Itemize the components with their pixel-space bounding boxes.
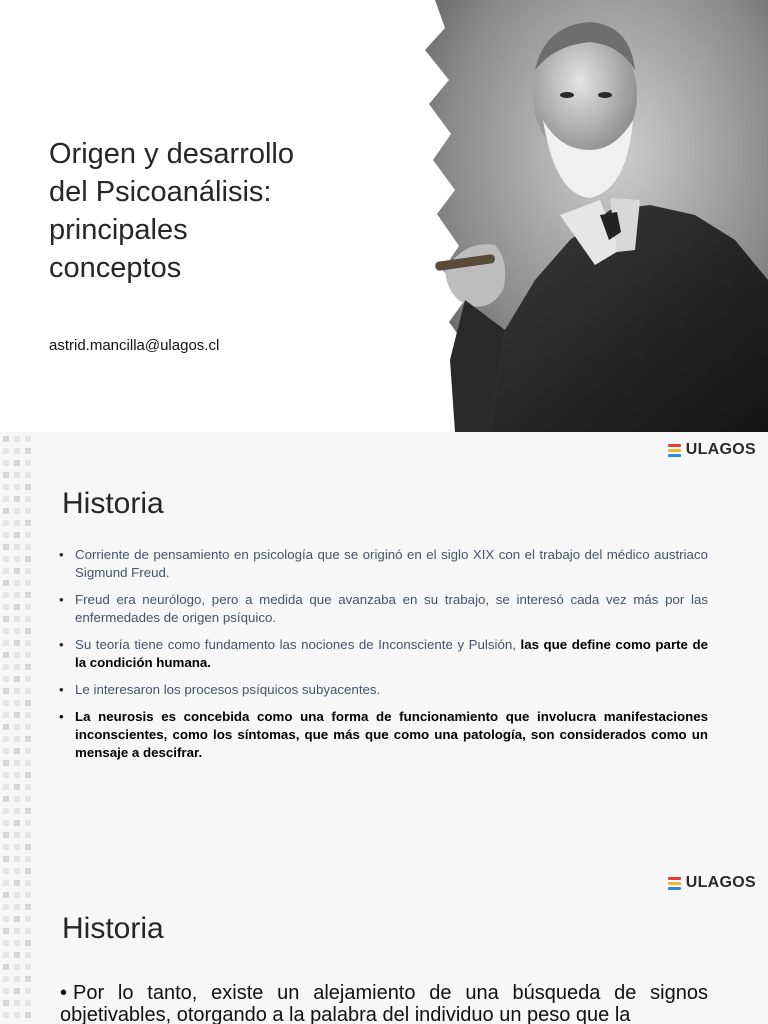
dot-square [3,436,9,442]
dot-square [25,700,31,706]
dot-square [25,928,31,934]
dot-square [14,820,20,826]
dot-square [25,808,31,814]
dot-square [3,484,9,490]
dot-square [25,568,31,574]
dot-square [3,832,9,838]
dot-square [25,772,31,778]
dot-square [3,976,9,982]
dot-square [3,664,9,670]
dot-square [14,688,20,694]
dot-square [14,664,20,670]
dot-square [25,880,31,886]
dot-square [25,904,31,910]
dot-square [3,556,9,562]
dot-square [14,940,20,946]
dot-square [14,772,20,778]
dot-square [14,640,20,646]
dot-square [3,940,9,946]
dot-square [25,448,31,454]
dot-square [25,748,31,754]
portrait-photo [395,0,768,432]
dot-square [3,604,9,610]
bullet-icon: • [59,547,64,562]
dot-square [25,820,31,826]
dot-square [25,844,31,850]
dot-square [3,592,9,598]
dot-square [14,448,20,454]
dot-square [25,496,31,502]
bullet-icon: • [59,709,64,724]
dot-square [25,628,31,634]
dot-square [3,688,9,694]
dot-square [3,808,9,814]
list-item [58,708,708,762]
dot-square [14,796,20,802]
dot-square [14,976,20,982]
bullet-paragraph [60,982,708,1024]
historia-slide-1 [0,432,768,852]
dot-square [3,472,9,478]
dot-square [25,1012,31,1018]
dot-square [3,1012,9,1018]
bullet-text: Su teoría tiene como fundamento las nociones de Inconsciente y Pulsión, [75,637,521,652]
dot-square [14,484,20,490]
dot-square [3,652,9,658]
dot-square [25,916,31,922]
dot-square [3,928,9,934]
dot-square [3,772,9,778]
dot-square [3,544,9,550]
dot-square [25,508,31,514]
dot-square [25,580,31,586]
dot-square [25,652,31,658]
dot-square [14,832,20,838]
dot-square [14,952,20,958]
slide-heading: Historia [62,487,164,520]
bullet-text: La neurosis es concebida como una forma de funcionamiento que involucra manifestaciones inconscientes, como los síntomas, que más que como una patología, son considerados como un mensaje a descifrar. [75,709,708,760]
dot-square [25,1000,31,1006]
dot-square [3,568,9,574]
dot-square [3,868,9,874]
list-item [58,681,708,699]
dot-square [14,604,20,610]
dot-square [14,700,20,706]
dot-square [14,916,20,922]
dot-pattern-decoration [0,852,40,1024]
ulagos-logo [668,874,756,892]
dot-square [3,628,9,634]
dot-square [14,856,20,862]
logo-text: ULAGOS [685,874,756,891]
dot-square [3,616,9,622]
dot-square [3,748,9,754]
dot-square [3,952,9,958]
dot-square [25,964,31,970]
dot-square [3,904,9,910]
dot-square [3,784,9,790]
dot-square [25,892,31,898]
dot-square [3,880,9,886]
bullet-icon: • [60,982,68,1004]
bullet-text-bold: las que define como parte de la condición humana. [75,637,709,670]
dot-square [14,760,20,766]
dot-square [25,616,31,622]
dot-square [25,796,31,802]
dot-square [25,556,31,562]
dot-square [14,472,20,478]
dot-square [25,592,31,598]
dot-square [25,532,31,538]
dot-square [3,448,9,454]
dot-square [14,508,20,514]
dot-square [3,460,9,466]
dot-square [25,688,31,694]
dot-square [3,916,9,922]
bullet-text: Corriente de pensamiento en psicología que se originó en el siglo XIX con el trabajo del médico austriaco Sigmund Freud. [75,547,708,580]
dot-square [14,784,20,790]
dot-square [25,952,31,958]
dot-square [14,1000,20,1006]
dot-square [3,760,9,766]
dot-square [3,508,9,514]
logo-text: ULAGOS [685,441,756,458]
dot-square [14,988,20,994]
dot-square [14,868,20,874]
dot-pattern-decoration [0,432,40,852]
historia-slide-2 [0,852,768,1024]
slide-title: Origen y desarrollo del Psicoanálisis: principales conceptos [49,138,294,284]
dot-square [25,640,31,646]
dot-square [25,712,31,718]
dot-square [25,472,31,478]
bullet-icon: • [59,637,64,652]
dot-square [3,532,9,538]
dot-square [14,736,20,742]
dot-square [14,460,20,466]
list-item [58,636,708,672]
dot-square [25,460,31,466]
dot-square [14,580,20,586]
dot-square [14,652,20,658]
logo-bars-icon [668,444,681,457]
dot-square [14,616,20,622]
dot-square [3,736,9,742]
dot-square [25,988,31,994]
bullet-text: Le interesaron los procesos psíquicos subyacentes. [75,682,381,697]
dot-square [3,1000,9,1006]
dot-square [3,844,9,850]
dot-square [14,592,20,598]
dot-square [14,904,20,910]
dot-square [25,664,31,670]
dot-square [3,724,9,730]
dot-square [3,700,9,706]
dot-square [3,796,9,802]
dot-square [25,520,31,526]
dot-square [3,676,9,682]
dot-square [14,712,20,718]
dot-square [25,724,31,730]
dot-square [3,988,9,994]
dot-square [14,568,20,574]
dot-square [25,676,31,682]
bullet-text: Por lo tanto, existe un alejamiento de una búsqueda de signos objetivables, otorgando a la palabra del individuo un peso que la [60,982,708,1024]
dot-square [3,856,9,862]
dot-square [25,856,31,862]
dot-square [25,976,31,982]
dot-square [3,580,9,586]
dot-square [14,928,20,934]
dot-square [14,532,20,538]
dot-square [25,544,31,550]
dot-square [14,628,20,634]
dot-square [14,676,20,682]
list-item [58,591,708,627]
title-slide [0,0,768,432]
dot-square [14,520,20,526]
dot-square [14,496,20,502]
dot-square [14,892,20,898]
dot-square [14,748,20,754]
ulagos-logo [668,441,756,459]
bullet-icon: • [59,592,64,607]
dot-square [14,544,20,550]
dot-square [25,868,31,874]
dot-square [3,712,9,718]
dot-square [3,964,9,970]
dot-square [14,436,20,442]
dot-square [25,736,31,742]
dot-square [14,808,20,814]
logo-bars-icon [668,877,681,890]
author-email: astrid.mancilla@ulagos.cl [49,337,220,354]
bullet-list [58,546,708,771]
dot-square [14,556,20,562]
bullet-icon: • [59,682,64,697]
dot-square [3,640,9,646]
dot-square [25,940,31,946]
dot-square [14,964,20,970]
dot-square [25,484,31,490]
dot-square [25,604,31,610]
dot-square [25,832,31,838]
list-item [58,546,708,582]
dot-square [3,520,9,526]
dot-square [14,1012,20,1018]
slide-heading: Historia [62,912,164,945]
dot-square [25,436,31,442]
dot-square [3,820,9,826]
bullet-text: Freud era neurólogo, pero a medida que avanzaba en su trabajo, se interesó cada vez más por las enfermedades de origen psíquico. [75,592,708,625]
dot-square [25,784,31,790]
dot-square [14,880,20,886]
dot-square [14,844,20,850]
dot-square [3,496,9,502]
dot-square [3,892,9,898]
dot-square [25,760,31,766]
dot-square [14,724,20,730]
